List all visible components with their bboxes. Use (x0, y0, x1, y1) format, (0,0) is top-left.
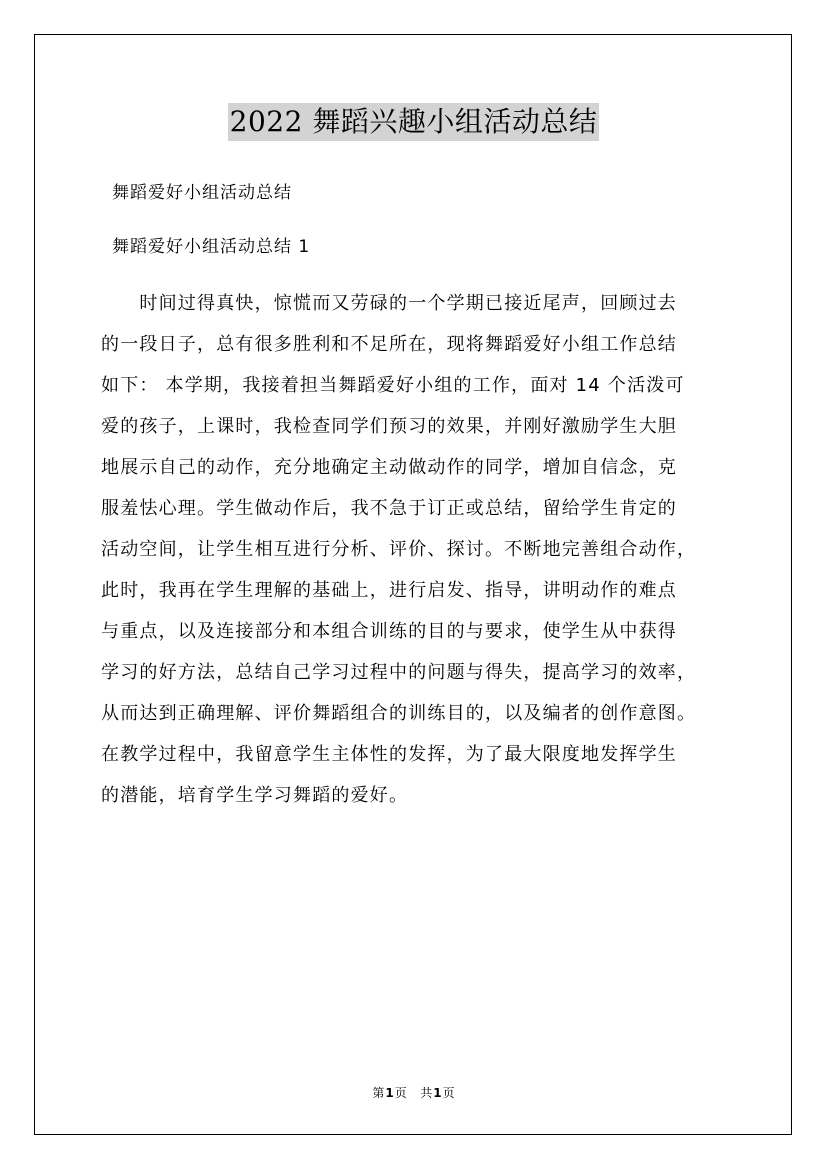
body-line: 的潜能，培育学生学习舞蹈的爱好。 (101, 785, 409, 806)
body-line: 地展示自己的动作，充分地确定主动做动作的同学，增加自信念，克 (101, 457, 677, 478)
body-line: 在教学过程中，我留意学生主体性的发挥，为了最大限度地发挥学生 (101, 744, 677, 765)
body-line: 服羞怯心理。学生做动作后，我不急于订正或总结，留给学生肯定的 (101, 498, 677, 519)
body-line: 时间过得真快，惊慌而又劳碌的一个学期已接近尾声，回顾过去 (101, 293, 677, 314)
body-line: 的一段日子，总有很多胜利和不足所在，现将舞蹈爱好小组工作总结 (101, 334, 677, 355)
title-container (0, 103, 827, 141)
page-footer (0, 1085, 827, 1101)
page-prefix: 第 (372, 1086, 385, 1100)
body-line: 如下： 本学期，我接着担当舞蹈爱好小组的工作，面对 14 个活泼可 (101, 375, 685, 396)
body-line: 活动空间，让学生相互进行分析、评价、探讨。不断地完善组合动作， (101, 539, 697, 560)
body-line: 爱的孩子，上课时，我检查同学们预习的效果，并刚好激励学生大胆 (101, 416, 677, 437)
subheading-main: 舞蹈爱好小组活动总结 (112, 183, 292, 203)
document-title: 2022 舞蹈兴趣小组活动总结 (228, 103, 600, 141)
body-line: 与重点，以及连接部分和本组合训练的目的与要求，使学生从中获得 (101, 621, 677, 642)
body-line: 学习的好方法，总结自己学习过程中的问题与得失，提高学习的效率， (101, 662, 697, 683)
subheading-section-1: 舞蹈爱好小组活动总结 1 (112, 237, 311, 257)
page-suffix: 页 (394, 1086, 407, 1100)
total-suffix: 页 (442, 1086, 455, 1100)
page-number: 1 (385, 1086, 394, 1100)
body-line: 从而达到正确理解、评价舞蹈组合的训练目的，以及编者的创作意图。 (101, 703, 697, 724)
body-line: 此时，我再在学生理解的基础上，进行启发、指导，讲明动作的难点 (101, 580, 677, 601)
total-pages: 1 (433, 1086, 442, 1100)
total-prefix: 共 (420, 1086, 433, 1100)
body-paragraph (101, 284, 741, 817)
